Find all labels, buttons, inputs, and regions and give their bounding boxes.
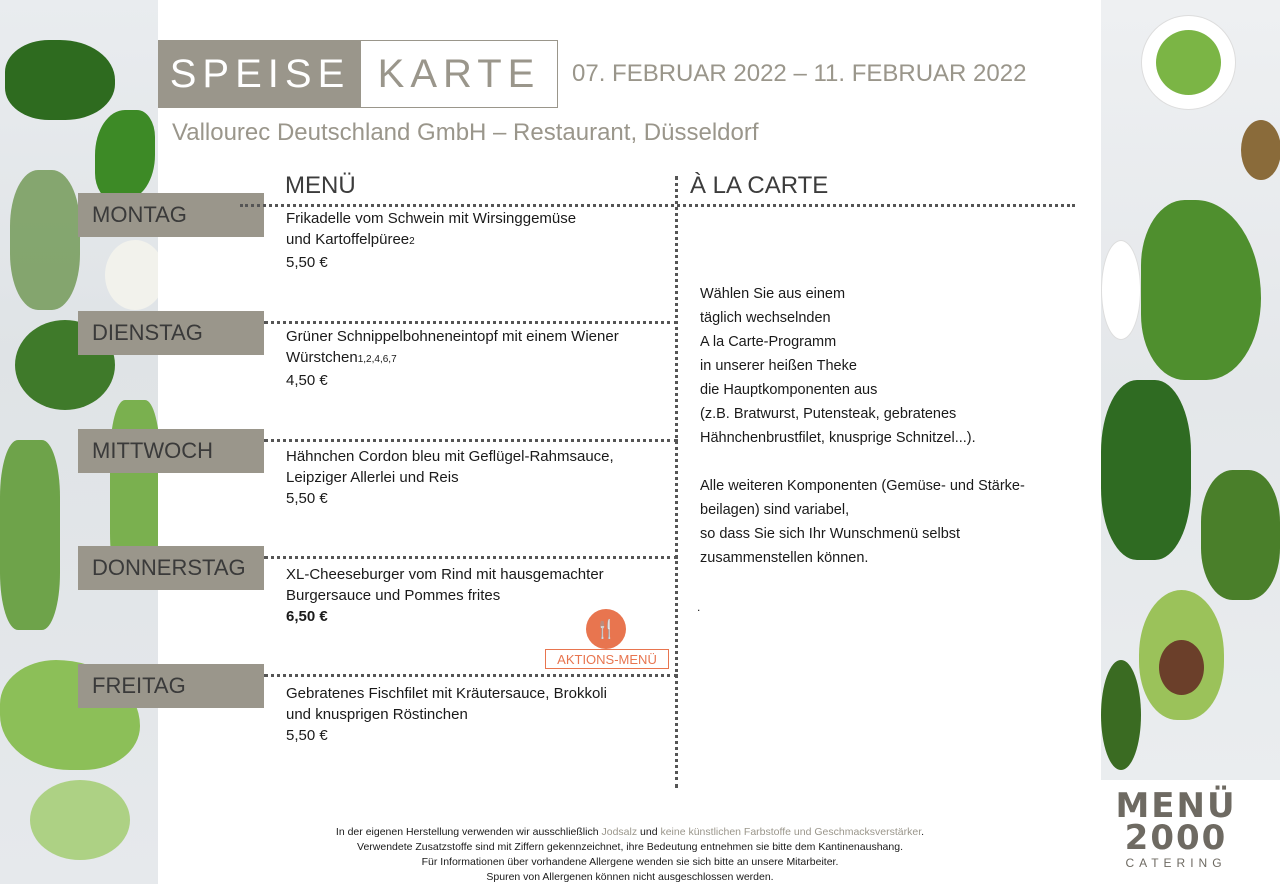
alacarte-line: (z.B. Bratwurst, Putensteak, gebratenes [700, 406, 957, 422]
alacarte-column-heading: À LA CARTE [690, 172, 829, 199]
alacarte-line: in unserer heißen Theke [700, 358, 857, 374]
dish-price: 6,50 € [286, 608, 328, 625]
dish-line: Würstchen [286, 349, 358, 366]
cutlery-icon: 🍴 [586, 609, 626, 649]
title-karte: KARTE [377, 51, 541, 96]
menu2000-logo [1112, 786, 1240, 870]
dish-mittwoch [286, 446, 614, 509]
title-speise: SPEISE [159, 41, 361, 107]
alacarte-line: die Hauptkomponenten aus [700, 382, 878, 398]
alacarte-line: Alle weiteren Komponenten (Gemüse- und Stärke- [700, 478, 1025, 494]
date-range: 07. FEBRUAR 2022 – 11. FEBRUAR 2022 [572, 60, 1027, 87]
title-box [158, 40, 558, 108]
day-label-freitag: FREITAG [78, 664, 264, 708]
alacarte-description [700, 282, 1025, 570]
footer-line-4: Spuren von Allergenen können nicht ausgeschlossen werden. [486, 871, 774, 883]
dish-line: XL-Cheeseburger vom Rind mit hausgemachter [286, 566, 604, 583]
alacarte-line: beilagen) sind variabel, [700, 502, 850, 518]
dish-price: 4,50 € [286, 372, 328, 389]
day-label-montag: MONTAG [78, 193, 264, 237]
dish-montag [286, 208, 576, 273]
footer-line-2: Verwendete Zusatzstoffe sind mit Ziffern gekennzeichnet, ihre Bedeutung entnehmen sie bitte dem Kantinenaushang. [357, 841, 903, 853]
day-label-donnerstag: DONNERSTAG [78, 546, 264, 590]
dish-freitag [286, 683, 607, 746]
dish-line: Leipziger Allerlei und Reis [286, 469, 459, 486]
aktion-label: AKTIONS-MENÜ [545, 649, 669, 669]
logo-catering: CATERING [1125, 856, 1227, 870]
dish-line: Hähnchen Cordon bleu mit Geflügel-Rahmsauce, [286, 448, 614, 465]
footer-line-1: In der eigenen Herstellung verwenden wir ausschließlich Jodsalz und keine künstlichen Farbstoffe und Geschmacksverstärker. [335, 826, 925, 838]
logo-menue: MENÜ [1115, 786, 1237, 826]
row-divider [240, 204, 1075, 207]
aktion-badge [545, 609, 669, 669]
dish-price: 5,50 € [286, 490, 328, 507]
stray-mark: . [697, 600, 701, 614]
dish-price: 5,50 € [286, 727, 328, 744]
logo-2000: 2000 [1124, 818, 1228, 858]
column-divider [675, 176, 678, 788]
row-divider [264, 439, 678, 442]
dish-line: Frikadelle vom Schwein mit Wirsinggemüse [286, 210, 577, 227]
dish-line: Gebratenes Fischfilet mit Kräutersauce, Brokkoli [286, 685, 607, 702]
menu-column-heading: MENÜ [285, 172, 356, 199]
alacarte-line: Wählen Sie aus einem [700, 286, 846, 302]
venue-name: Vallourec Deutschland GmbH – Restaurant, Düsseldorf [172, 119, 759, 146]
day-label-dienstag: DIENSTAG [78, 311, 264, 355]
footer-notes [240, 825, 1020, 884]
day-label-mittwoch: MITTWOCH [78, 429, 264, 473]
additive-marker: 2 [409, 236, 415, 247]
alacarte-line: täglich wechselnden [700, 310, 831, 326]
dish-line: Burgersauce und Pommes frites [286, 587, 501, 604]
vegetable-photo-right [1101, 0, 1280, 780]
dish-line: und Kartoffelpüree [286, 231, 410, 248]
row-divider [264, 321, 678, 324]
dish-line: Grüner Schnippelbohneneintopf mit einem Wiener [286, 328, 619, 345]
row-divider [264, 674, 678, 677]
row-divider [264, 556, 678, 559]
dish-price: 5,50 € [286, 254, 328, 271]
alacarte-line: so dass Sie sich Ihr Wunschmenü selbst [700, 526, 961, 542]
alacarte-line: A la Carte-Programm [700, 334, 837, 350]
alacarte-line: Hähnchenbrustfilet, knusprige Schnitzel...). [700, 430, 976, 446]
footer-line-3: Für Informationen über vorhandene Allergene wenden sie sich bitte an unsere Mitarbeiter. [421, 856, 839, 868]
additive-marker: 1,2,4,6,7 [357, 354, 397, 365]
dish-dienstag [286, 326, 619, 391]
dish-line: und knusprigen Röstinchen [286, 706, 468, 723]
alacarte-line: zusammenstellen können. [700, 550, 869, 566]
